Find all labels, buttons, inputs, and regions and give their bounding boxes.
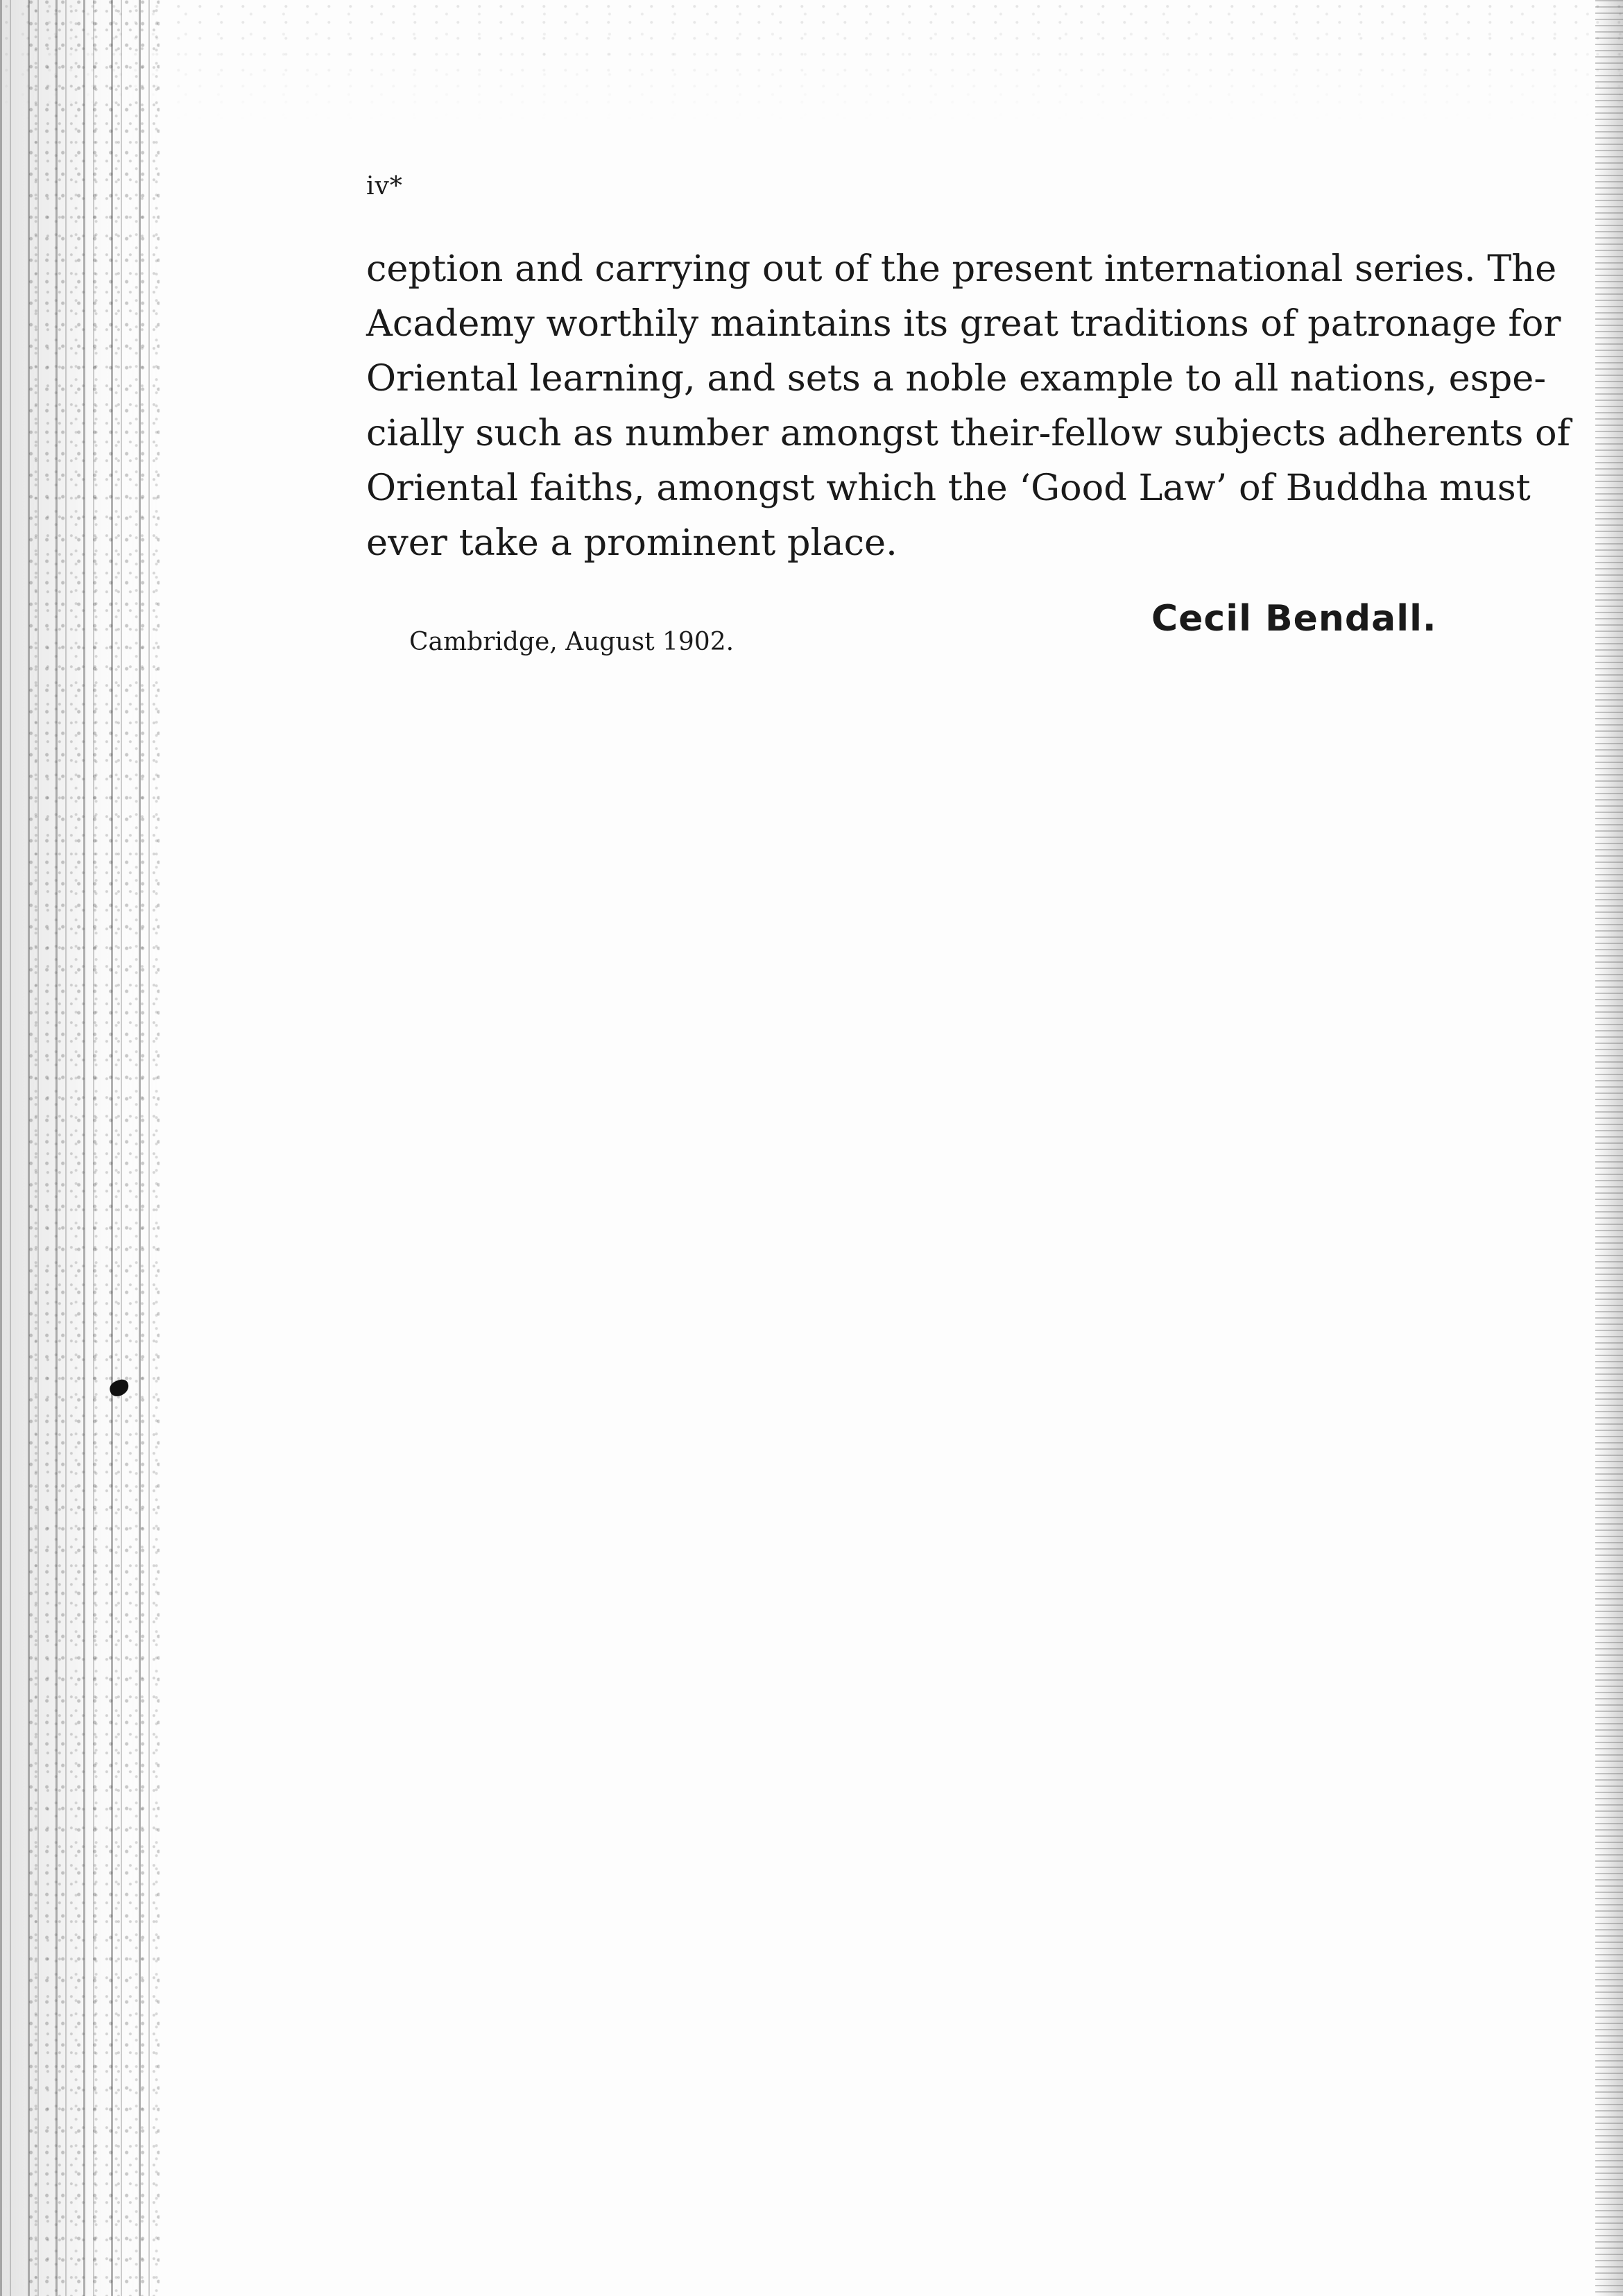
body-line: ever take a prominent place. [366,522,898,564]
page-edge-right [1595,0,1623,2296]
body-line: Academy worthily maintains its great traditions of patronage for [366,302,1561,345]
body-line: Oriental faiths, amongst which the ‘Good Law’ of Buddha must [366,467,1531,509]
body-line: ception and carrying out of the present international series. The [366,248,1557,290]
page-number: iv* [366,172,403,200]
scan-speckle-left [28,0,160,2296]
place-and-date: Cambridge, August 1902. [409,628,735,656]
body-paragraph [366,241,1571,570]
body-line: cially such as number amongst their-fellow subjects adherents of [366,412,1571,454]
body-line: Oriental learning, and sets a noble example to all nations, espe- [366,357,1547,400]
author-signature: Cecil Bendall. [1151,598,1437,640]
scan-speckle-top [0,0,1623,125]
